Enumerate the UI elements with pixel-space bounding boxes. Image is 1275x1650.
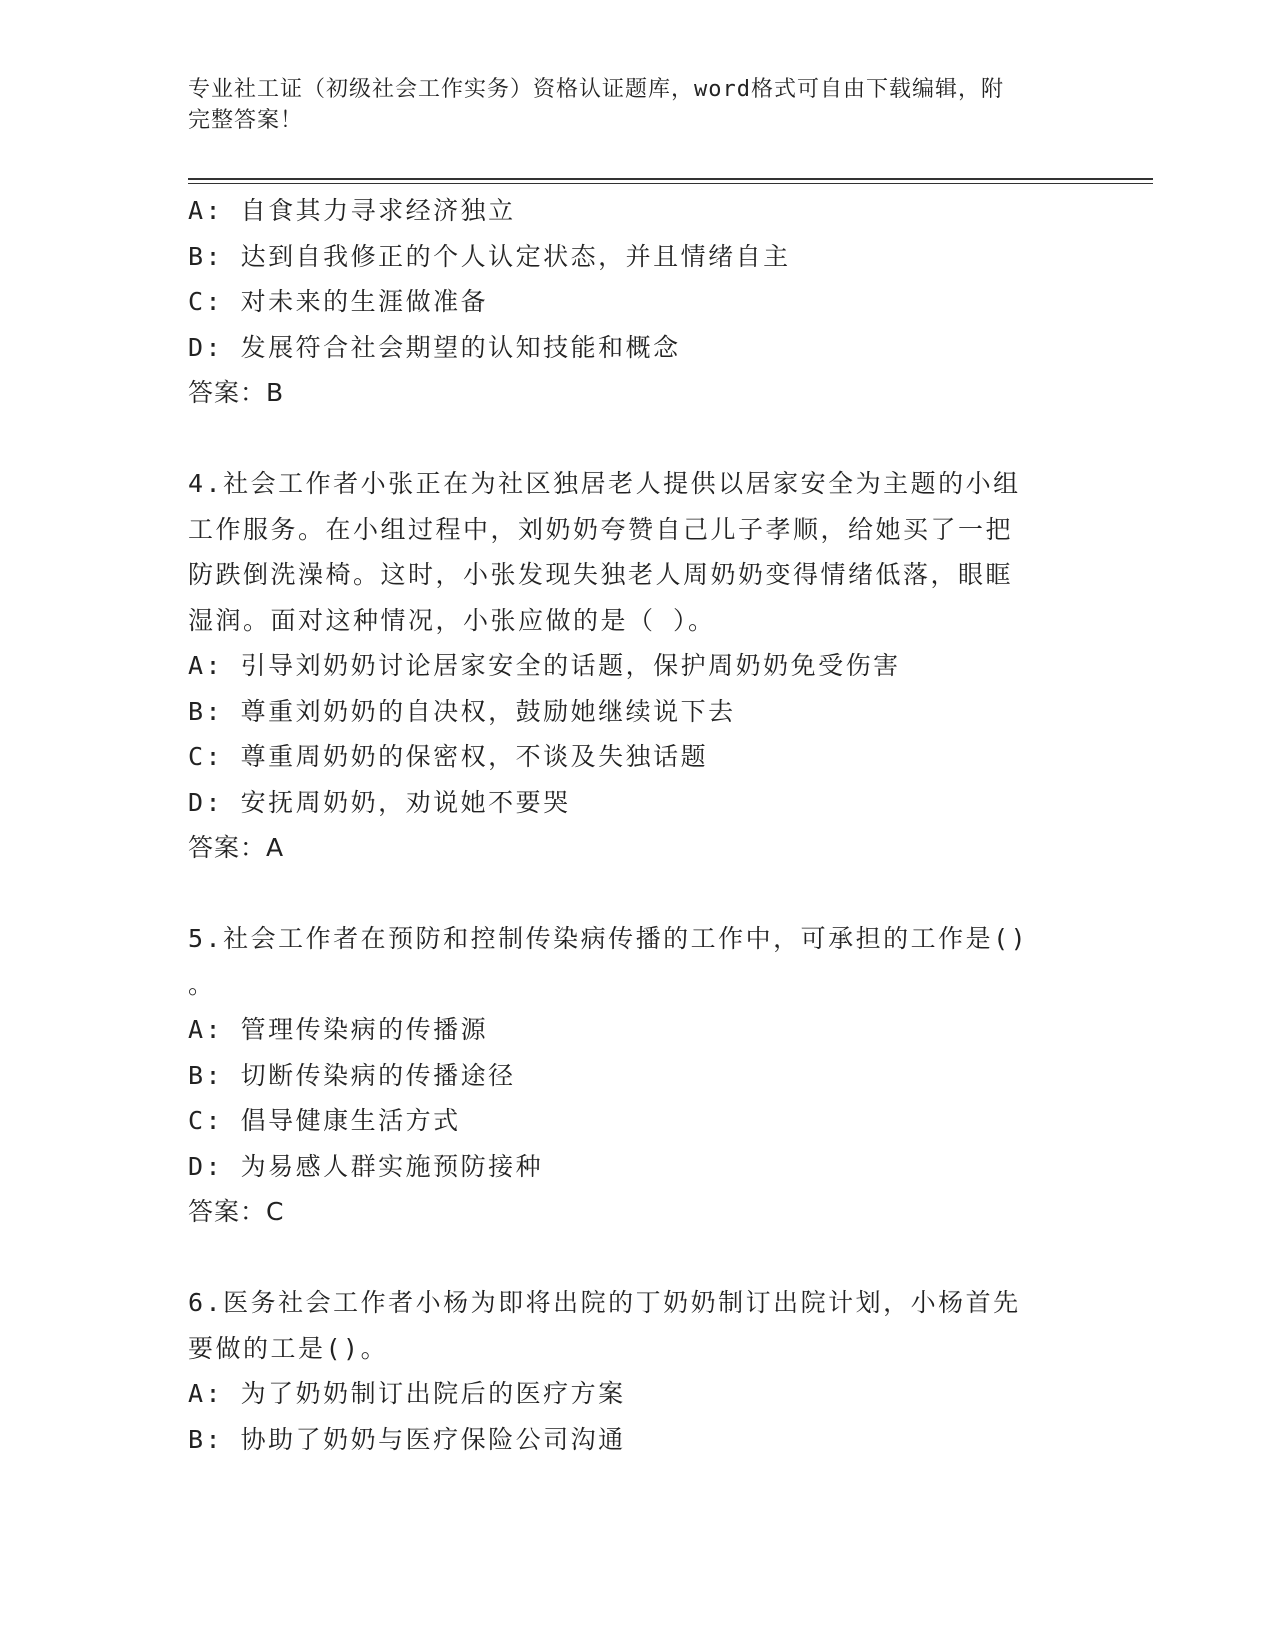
option-b: B: 尊重刘奶奶的自决权，鼓励她继续说下去: [188, 696, 736, 726]
header-divider-thick: [188, 178, 1153, 180]
question-stem-line: 6.医务社会工作者小杨为即将出院的丁奶奶制订出院计划，小杨首先: [188, 1288, 1021, 1317]
option-d: D: 为易感人群实施预防接种: [188, 1151, 544, 1181]
header-line-2: 完整答案！: [188, 108, 304, 133]
header-divider-thin: [188, 183, 1153, 184]
option-c: C: 倡导健康生活方式: [188, 1106, 461, 1135]
header-line-1: 专业社工证（初级社会工作实务）资格认证题库，word格式可自由下载编辑，附: [188, 77, 1004, 102]
answer-label: 答案：C: [188, 1197, 285, 1226]
option-d: D: 安抚周奶奶，劝说她不要哭: [188, 787, 571, 817]
spacer: [188, 871, 1068, 917]
option-d: D: 发展符合社会期望的认知技能和概念: [188, 332, 681, 362]
spacer: [188, 416, 1068, 462]
question-stem-line: 湿润。面对这种情况，小张应做的是（ ）。: [188, 605, 716, 635]
document-header: [188, 74, 1068, 136]
question-stem-line: 5.社会工作者在预防和控制传染病传播的工作中，可承担的工作是(): [188, 924, 1029, 953]
option-b: B: 协助了奶奶与医疗保险公司沟通: [188, 1424, 626, 1454]
question-3: [188, 188, 1068, 416]
option-a: A: 自食其力寻求经济独立: [188, 196, 516, 225]
option-a: A: 管理传染病的传播源: [188, 1015, 489, 1044]
question-list: [188, 188, 1068, 1462]
question-stem-line: 。: [188, 969, 216, 999]
spacer: [188, 1235, 1068, 1281]
option-a: A: 引导刘奶奶讨论居家安全的话题，保护周奶奶免受伤害: [188, 651, 901, 680]
question-stem-line: 要做的工是()。: [188, 1333, 389, 1363]
question-5: [188, 916, 1068, 1235]
answer-label: 答案：B: [188, 378, 285, 407]
option-a: A: 为了奶奶制订出院后的医疗方案: [188, 1379, 626, 1408]
question-stem-line: 防跌倒洗澡椅。这时，小张发现失独老人周奶奶变得情绪低落，眼眶: [188, 560, 1014, 589]
question-6: [188, 1280, 1068, 1462]
answer-label: 答案：A: [188, 833, 285, 862]
option-c: C: 尊重周奶奶的保密权，不谈及失独话题: [188, 742, 709, 771]
question-stem-line: 4.社会工作者小张正在为社区独居老人提供以居家安全为主题的小组: [188, 469, 1021, 498]
option-b: B: 达到自我修正的个人认定状态，并且情绪自主: [188, 241, 791, 271]
option-b: B: 切断传染病的传播途径: [188, 1060, 516, 1090]
question-4: [188, 461, 1068, 871]
question-stem-line: 工作服务。在小组过程中，刘奶奶夸赞自己儿子孝顺，给她买了一把: [188, 514, 1014, 544]
option-c: C: 对未来的生涯做准备: [188, 287, 489, 316]
